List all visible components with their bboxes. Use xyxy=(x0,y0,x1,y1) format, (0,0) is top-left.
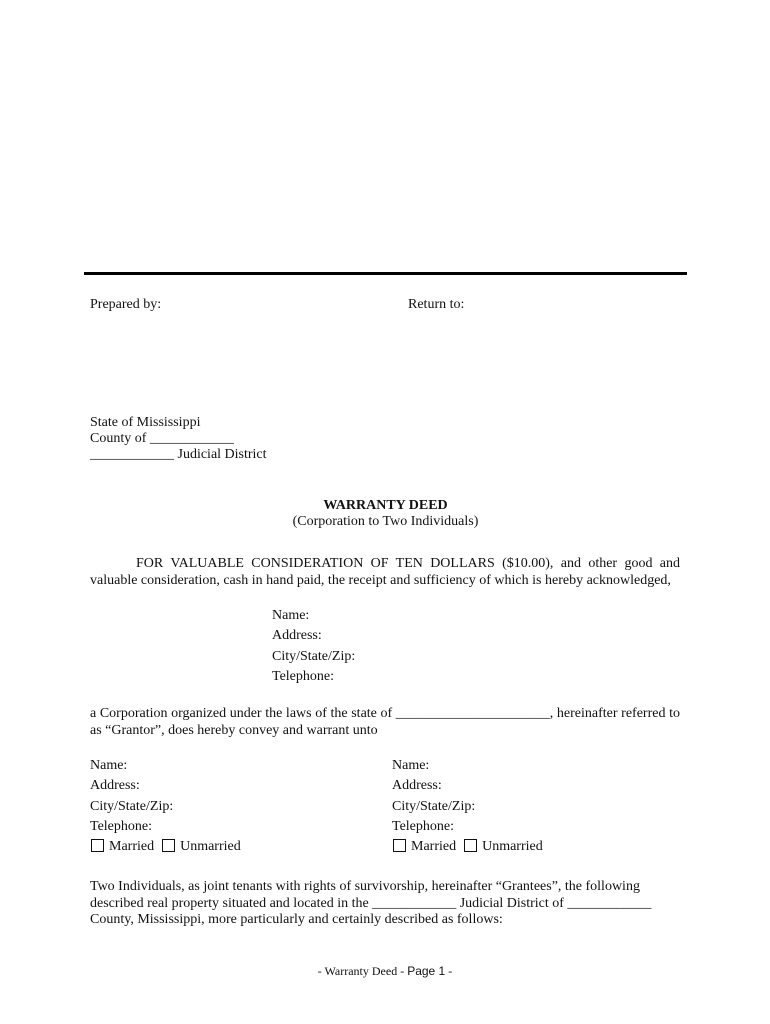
grantee1-telephone-label: Telephone: xyxy=(90,819,152,834)
document-subtitle: (Corporation to Two Individuals) xyxy=(292,514,479,529)
footer-suffix: - xyxy=(445,964,453,978)
grantor-city-label: City/State/Zip: xyxy=(272,649,356,664)
grantee2-address-label: Address: xyxy=(392,778,442,793)
grantee1-city-label: City/State/Zip: xyxy=(90,799,174,814)
grantees-line-1: Two Individuals, as joint tenants with rights of survivorship, hereinafter “Grantees”, the following xyxy=(90,879,640,894)
corporation-line-1: a Corporation organized under the laws of the state of ______________________, hereinafter referred to xyxy=(90,706,680,721)
grantor-telephone-label: Telephone: xyxy=(272,669,334,684)
grantee1-unmarried-checkbox[interactable] xyxy=(162,839,175,852)
grantee2-city-label: City/State/Zip: xyxy=(392,799,476,814)
page-footer xyxy=(0,963,770,979)
consideration-line-1: FOR VALUABLE CONSIDERATION OF TEN DOLLARS ($10.00), and other good and xyxy=(136,556,680,571)
grantor-address-label: Address: xyxy=(272,628,322,643)
county-line: County of ____________ xyxy=(90,431,234,446)
grantee2-telephone-label: Telephone: xyxy=(392,819,454,834)
header-divider-rule xyxy=(84,272,687,275)
grantee2-unmarried-label: Unmarried xyxy=(482,839,543,854)
grantee1-address-label: Address: xyxy=(90,778,140,793)
grantees-line-2: described real property situated and located in the ____________ Judicial District of ____________ xyxy=(90,896,652,911)
grantees-line-3: County, Mississippi, more particularly and certainly described as follows: xyxy=(90,912,503,927)
footer-doc-name: - Warranty Deed - xyxy=(317,964,408,978)
consideration-paragraph xyxy=(90,555,680,589)
grantee1-married-label: Married xyxy=(109,839,155,854)
state-line: State of Mississippi xyxy=(90,415,201,430)
grantee2-unmarried-checkbox[interactable] xyxy=(464,839,477,852)
consideration-line-2: valuable consideration, cash in hand paid, the receipt and sufficiency of which is hereby acknowledged, xyxy=(90,573,671,588)
footer-page-number: Page 1 xyxy=(407,964,446,978)
judicial-district-line: ____________ Judicial District xyxy=(90,447,267,462)
grantee2-married-checkbox[interactable] xyxy=(393,839,406,852)
grantee1-name-label: Name: xyxy=(90,758,128,773)
corporation-line-2: as “Grantor”, does hereby convey and warrant unto xyxy=(90,723,378,738)
document-title: WARRANTY DEED xyxy=(323,498,448,513)
grantee1-married-checkbox[interactable] xyxy=(91,839,104,852)
return-to-label: Return to: xyxy=(408,297,465,312)
grantee2-name-label: Name: xyxy=(392,758,430,773)
grantee2-married-label: Married xyxy=(411,839,457,854)
corporation-paragraph xyxy=(90,705,680,739)
prepared-by-label: Prepared by: xyxy=(90,297,162,312)
grantee1-unmarried-label: Unmarried xyxy=(180,839,241,854)
grantee1-marital-status xyxy=(91,839,249,855)
grantor-name-label: Name: xyxy=(272,608,310,623)
grantee2-marital-status xyxy=(393,839,551,855)
